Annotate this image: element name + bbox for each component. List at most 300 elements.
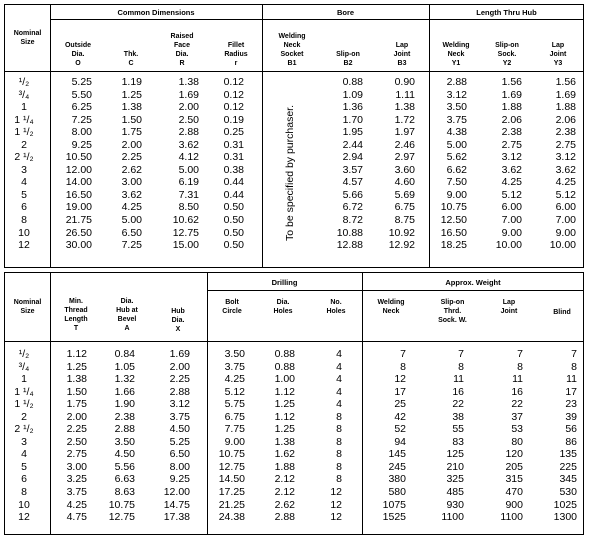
dimensions-table bbox=[4, 4, 584, 268]
table-cell: 12.88 bbox=[336, 239, 363, 252]
table-cell: 0.12 bbox=[223, 101, 244, 114]
table-cell: 2.38 bbox=[501, 126, 522, 139]
table-cell: 2.88 bbox=[178, 126, 199, 139]
table-cell: 1.75 bbox=[66, 398, 87, 411]
table-cell: 1.11 bbox=[395, 88, 415, 101]
column-dia-hub-at-bevel bbox=[97, 348, 135, 524]
table-cell: 80 bbox=[511, 435, 523, 448]
table-cell: 12 bbox=[18, 511, 30, 524]
table-cell: 7.31 bbox=[178, 188, 199, 201]
table-cell: 580 bbox=[388, 486, 406, 499]
table-cell: 1075 bbox=[382, 498, 406, 511]
table-cell: 25 bbox=[394, 398, 406, 411]
table-cell: 245 bbox=[388, 460, 406, 473]
divider bbox=[207, 273, 208, 534]
header-fillet-radius: Fillet Radius r bbox=[224, 42, 248, 67]
table-cell: 5.56 bbox=[114, 460, 135, 473]
table-cell: 3.75 bbox=[224, 360, 245, 373]
table-cell: 1.88 bbox=[555, 101, 576, 114]
table-cell: 1100 bbox=[441, 511, 464, 524]
table-cell: 12 bbox=[330, 511, 342, 524]
divider bbox=[5, 71, 583, 72]
table-cell: 0.84 bbox=[114, 348, 135, 360]
table-cell: 56 bbox=[565, 423, 577, 436]
table-cell: 12.75 bbox=[218, 460, 245, 473]
table-cell: 1 bbox=[21, 373, 27, 386]
table-cell: 0.50 bbox=[223, 226, 244, 239]
table-cell: 4.50 bbox=[114, 448, 135, 461]
table-cell: 4 bbox=[336, 398, 342, 411]
table-cell: 3.75 bbox=[446, 113, 467, 126]
table-cell: 10.88 bbox=[336, 226, 363, 239]
table-cell: 1.72 bbox=[394, 113, 415, 126]
table-cell: 5.12 bbox=[555, 188, 576, 201]
table-cell: 2.12 bbox=[274, 473, 295, 486]
table-cell: ³/₄ bbox=[18, 88, 30, 101]
header-slip-on-length: Slip-on Sock. Y2 bbox=[495, 42, 519, 67]
header-weight-slip-on: Slip-on Thrd. Sock. W. bbox=[438, 299, 467, 324]
table-cell: 17 bbox=[394, 385, 406, 398]
table-cell: 1.05 bbox=[114, 360, 135, 373]
table-cell: 1100 bbox=[500, 511, 523, 524]
table-cell: 0.12 bbox=[223, 76, 244, 88]
column-lap-joint-length bbox=[533, 76, 576, 252]
table-cell: 8.00 bbox=[71, 126, 92, 139]
column-nominal-size bbox=[7, 76, 41, 252]
table-cell: 3.60 bbox=[394, 163, 415, 176]
table-cell: 0.50 bbox=[223, 201, 244, 214]
table-cell: 8.72 bbox=[342, 214, 363, 227]
table-cell: 22 bbox=[511, 398, 523, 411]
table-cell: 2.25 bbox=[66, 423, 87, 436]
table-cell: 22 bbox=[452, 398, 464, 411]
table-cell: 21.75 bbox=[65, 214, 92, 227]
table-cell: 2 bbox=[21, 138, 27, 151]
column-bolt-circle bbox=[209, 348, 245, 524]
table-cell: 3 bbox=[21, 435, 27, 448]
table-cell: 7.50 bbox=[446, 176, 467, 189]
table-cell: 1.56 bbox=[501, 76, 522, 88]
table-cell: 5.62 bbox=[446, 151, 467, 164]
table-cell: 7.00 bbox=[501, 214, 522, 227]
table-cell: 10.92 bbox=[388, 226, 415, 239]
header-lap-joint-length: Lap Joint Y3 bbox=[549, 42, 567, 67]
table-cell: 3.12 bbox=[446, 88, 467, 101]
table-cell: 2.50 bbox=[66, 435, 87, 448]
table-cell: 10 bbox=[18, 498, 30, 511]
table-cell: 4 bbox=[21, 448, 27, 461]
table-cell: 1.00 bbox=[274, 373, 295, 386]
table-cell: 3.57 bbox=[342, 163, 363, 176]
table-cell: 4.50 bbox=[169, 423, 190, 436]
divider bbox=[207, 290, 583, 291]
table-cell: 145 bbox=[388, 448, 406, 461]
table-cell: 2.88 bbox=[169, 385, 190, 398]
table-cell: 8 bbox=[21, 486, 27, 499]
table-cell: 2.38 bbox=[114, 410, 135, 423]
table-cell: 1.09 bbox=[342, 88, 363, 101]
table-cell: 8 bbox=[336, 473, 342, 486]
column-slip-on-bore bbox=[323, 76, 363, 252]
drilling-weight-table bbox=[4, 272, 584, 535]
table-cell: 5.00 bbox=[178, 163, 199, 176]
table-cell: 5.75 bbox=[224, 398, 245, 411]
table-cell: 6.00 bbox=[501, 201, 522, 214]
table-cell: 2.94 bbox=[342, 151, 363, 164]
table-cell: 1.38 bbox=[178, 76, 199, 88]
table-cell: 12.75 bbox=[172, 226, 199, 239]
table-cell: 1.25 bbox=[66, 360, 87, 373]
table-cell: 1.36 bbox=[342, 101, 363, 114]
table-cell: 3.62 bbox=[555, 163, 576, 176]
table-cell: 5.50 bbox=[71, 88, 92, 101]
header-no-holes: No. Holes bbox=[326, 299, 346, 315]
table-cell: 6.63 bbox=[114, 473, 135, 486]
table-cell: 4 bbox=[336, 348, 342, 360]
group-bore: Bore bbox=[336, 8, 355, 17]
header-min-thread-length: Min. Thread Length T bbox=[64, 298, 88, 332]
table-cell: 1.38 bbox=[66, 373, 87, 386]
table-cell: 3.75 bbox=[66, 486, 87, 499]
table-cell: 17.38 bbox=[163, 511, 190, 524]
table-cell: 83 bbox=[452, 435, 464, 448]
table-cell: 8 bbox=[336, 410, 342, 423]
table-cell: 16.50 bbox=[65, 188, 92, 201]
table-cell: 6.75 bbox=[224, 410, 245, 423]
table-cell: 6.62 bbox=[446, 163, 467, 176]
table-cell: 5.66 bbox=[342, 188, 363, 201]
table-cell: 1525 bbox=[382, 511, 406, 524]
table-cell: 7 bbox=[517, 348, 523, 360]
table-cell: 11 bbox=[512, 373, 523, 386]
table-cell: 4.60 bbox=[394, 176, 415, 189]
table-cell: 8 bbox=[571, 360, 577, 373]
table-cell: 30.00 bbox=[65, 239, 92, 252]
table-cell: 42 bbox=[394, 410, 406, 423]
table-cell: 5.25 bbox=[169, 435, 190, 448]
table-cell: 2.75 bbox=[555, 138, 576, 151]
table-cell: 26.50 bbox=[65, 226, 92, 239]
table-cell: 1.38 bbox=[121, 101, 142, 114]
table-cell: 10.75 bbox=[218, 448, 245, 461]
table-cell: 9.00 bbox=[446, 188, 467, 201]
table-cell: 4.75 bbox=[66, 511, 87, 524]
table-cell: 1.90 bbox=[114, 398, 135, 411]
header-thickness: Thk. C bbox=[123, 51, 139, 67]
table-cell: 15.00 bbox=[172, 239, 199, 252]
table-cell: 8 bbox=[336, 448, 342, 461]
column-dia-holes bbox=[263, 348, 295, 524]
table-cell: 1 ¹/₄ bbox=[14, 113, 34, 126]
table-cell: 6 bbox=[21, 201, 27, 214]
table-cell: 3.25 bbox=[66, 473, 87, 486]
table-cell: 4 bbox=[336, 360, 342, 373]
table-cell: 8.63 bbox=[114, 486, 135, 499]
group-length-thru-hub: Length Thru Hub bbox=[476, 8, 537, 17]
table-cell: 21.25 bbox=[218, 498, 245, 511]
table-cell: 1.88 bbox=[501, 101, 522, 114]
table-cell: 17 bbox=[565, 385, 577, 398]
table-cell: 12.75 bbox=[108, 511, 135, 524]
table-cell: 1.25 bbox=[274, 423, 295, 436]
column-weight-welding-neck bbox=[369, 348, 406, 524]
table-cell: 4.25 bbox=[224, 373, 245, 386]
table-cell: 10.50 bbox=[65, 151, 92, 164]
table-cell: 0.31 bbox=[223, 138, 244, 151]
table-cell: 470 bbox=[505, 486, 523, 499]
table-cell: 1 ¹/₂ bbox=[14, 398, 34, 411]
header-dia-holes: Dia. Holes bbox=[273, 299, 293, 315]
table-cell: 4.25 bbox=[501, 176, 522, 189]
table-cell: 1.56 bbox=[555, 76, 576, 88]
header-dia-hub-at-bevel: Dia. Hub at Bevel A bbox=[116, 298, 138, 332]
table-cell: 5.25 bbox=[71, 76, 92, 88]
divider bbox=[5, 341, 583, 342]
table-cell: 0.38 bbox=[223, 163, 244, 176]
table-cell: 1 bbox=[21, 101, 27, 114]
column-min-thread-length bbox=[55, 348, 87, 524]
divider bbox=[429, 5, 430, 267]
table-cell: 2.06 bbox=[501, 113, 522, 126]
header-weight-lap-joint: Lap Joint bbox=[500, 299, 518, 315]
table-cell: 2 ¹/₂ bbox=[14, 423, 34, 436]
table-cell: 2 bbox=[21, 410, 27, 423]
table-cell: 2.00 bbox=[178, 101, 199, 114]
table-cell: 2.88 bbox=[446, 76, 467, 88]
header-raised-face-dia: Raised Face Dia. R bbox=[170, 33, 194, 67]
column-nominal-size bbox=[7, 348, 41, 524]
table-cell: 1025 bbox=[553, 498, 577, 511]
column-welding-neck-length bbox=[431, 76, 467, 252]
table-cell: 6.50 bbox=[121, 226, 142, 239]
table-cell: 2.88 bbox=[114, 423, 135, 436]
table-cell: 7.25 bbox=[71, 113, 92, 126]
table-cell: 14.00 bbox=[65, 176, 92, 189]
table-cell: 10.00 bbox=[549, 239, 576, 252]
table-cell: 1.19 bbox=[121, 76, 142, 88]
table-cell: 2.00 bbox=[121, 138, 142, 151]
table-cell: 6 bbox=[21, 473, 27, 486]
column-no-holes bbox=[315, 348, 342, 524]
table-cell: 4 bbox=[336, 373, 342, 386]
table-cell: 0.31 bbox=[223, 151, 244, 164]
table-cell: 0.50 bbox=[223, 239, 244, 252]
table-cell: 12.92 bbox=[388, 239, 415, 252]
table-cell: 380 bbox=[388, 473, 406, 486]
table-cell: 12 bbox=[330, 498, 342, 511]
table-cell: 2.88 bbox=[274, 511, 295, 524]
column-weight-blind bbox=[535, 348, 577, 524]
table-cell: 16 bbox=[452, 385, 464, 398]
table-cell: 2.12 bbox=[274, 486, 295, 499]
table-cell: 6.00 bbox=[555, 201, 576, 214]
table-cell: 14.50 bbox=[218, 473, 245, 486]
header-outside-dia: Outside Dia. O bbox=[64, 42, 92, 67]
table-cell: 4.12 bbox=[178, 151, 199, 164]
table-cell: 18.25 bbox=[440, 239, 467, 252]
table-cell: 8.00 bbox=[169, 460, 190, 473]
table-cell: 7 bbox=[400, 348, 406, 360]
table-cell: 1300 bbox=[553, 511, 577, 524]
table-cell: 1.12 bbox=[274, 410, 295, 423]
table-cell: 8 bbox=[336, 460, 342, 473]
table-cell: 53 bbox=[511, 423, 523, 436]
table-cell: 2.25 bbox=[121, 151, 142, 164]
table-cell: 2.06 bbox=[555, 113, 576, 126]
table-cell: 2.50 bbox=[178, 113, 199, 126]
divider bbox=[362, 273, 363, 534]
table-cell: 2.62 bbox=[274, 498, 295, 511]
header-nominal-size: Nominal Size bbox=[13, 299, 42, 315]
table-cell: 0.88 bbox=[274, 360, 295, 373]
table-cell: 8.75 bbox=[394, 214, 415, 227]
table-cell: 1.69 bbox=[555, 88, 576, 101]
table-cell: 5 bbox=[21, 188, 27, 201]
table-cell: 120 bbox=[505, 448, 523, 461]
table-cell: 86 bbox=[565, 435, 577, 448]
table-cell: 12.00 bbox=[65, 163, 92, 176]
header-slip-on-bore: Slip-on B2 bbox=[336, 51, 360, 67]
table-cell: 16 bbox=[511, 385, 523, 398]
group-drilling: Drilling bbox=[271, 278, 298, 287]
table-cell: 1.25 bbox=[121, 88, 142, 101]
table-cell: 1.50 bbox=[121, 113, 142, 126]
column-fillet-radius bbox=[211, 76, 244, 252]
column-slip-on-length bbox=[484, 76, 522, 252]
table-cell: 2.75 bbox=[501, 138, 522, 151]
table-cell: 2 ¹/₂ bbox=[14, 151, 34, 164]
table-cell: 2.00 bbox=[169, 360, 190, 373]
table-cell: 8 bbox=[336, 435, 342, 448]
table-cell: 1 ¹/₄ bbox=[14, 385, 34, 398]
table-cell: 4.25 bbox=[121, 201, 142, 214]
table-cell: 37 bbox=[511, 410, 523, 423]
table-cell: 3.00 bbox=[121, 176, 142, 189]
table-cell: 0.25 bbox=[223, 126, 244, 139]
table-cell: 3.75 bbox=[169, 410, 190, 423]
table-cell: 3.62 bbox=[121, 188, 142, 201]
column-outside-dia bbox=[55, 76, 92, 252]
table-cell: 2.75 bbox=[66, 448, 87, 461]
table-cell: 4 bbox=[336, 385, 342, 398]
table-cell: 210 bbox=[446, 460, 464, 473]
table-cell: 7.25 bbox=[121, 239, 142, 252]
table-cell: 8 bbox=[21, 214, 27, 227]
table-cell: 1.69 bbox=[501, 88, 522, 101]
column-hub-dia bbox=[153, 348, 190, 524]
table-cell: 2.44 bbox=[342, 138, 363, 151]
table-cell: 2.97 bbox=[394, 151, 415, 164]
table-cell: 0.88 bbox=[342, 76, 363, 88]
divider bbox=[50, 5, 51, 267]
table-cell: 1.25 bbox=[274, 398, 295, 411]
header-bolt-circle: Bolt Circle bbox=[222, 299, 242, 315]
table-cell: 1.32 bbox=[114, 373, 135, 386]
table-cell: 6.50 bbox=[169, 448, 190, 461]
table-cell: 205 bbox=[505, 460, 523, 473]
header-weight-welding-neck: Welding Neck bbox=[377, 299, 405, 315]
table-cell: 3.50 bbox=[114, 435, 135, 448]
divider bbox=[50, 19, 583, 20]
table-cell: 10.62 bbox=[172, 214, 199, 227]
divider bbox=[50, 273, 51, 534]
table-cell: 1.38 bbox=[274, 435, 295, 448]
table-cell: 315 bbox=[505, 473, 523, 486]
table-cell: 14.75 bbox=[163, 498, 190, 511]
table-cell: 8 bbox=[517, 360, 523, 373]
table-cell: 3.50 bbox=[446, 101, 467, 114]
table-cell: 2.38 bbox=[555, 126, 576, 139]
table-cell: 6.75 bbox=[394, 201, 415, 214]
table-cell: 3.12 bbox=[169, 398, 190, 411]
table-cell: 1.97 bbox=[394, 126, 415, 139]
table-cell: 1.62 bbox=[274, 448, 295, 461]
table-cell: 11 bbox=[453, 373, 464, 386]
table-cell: 3.62 bbox=[501, 163, 522, 176]
table-cell: 1.66 bbox=[114, 385, 135, 398]
table-cell: 9.00 bbox=[501, 226, 522, 239]
table-cell: 5.69 bbox=[394, 188, 415, 201]
header-weight-blind: Blind bbox=[553, 309, 571, 316]
table-cell: 23 bbox=[565, 398, 577, 411]
table-cell: 1 ¹/₂ bbox=[14, 126, 34, 139]
table-cell: 10.75 bbox=[108, 498, 135, 511]
table-cell: 2.46 bbox=[394, 138, 415, 151]
table-cell: 0.44 bbox=[223, 176, 244, 189]
table-cell: 0.19 bbox=[223, 113, 244, 126]
table-cell: 225 bbox=[559, 460, 577, 473]
column-lap-joint-bore bbox=[375, 76, 415, 252]
table-cell: 8 bbox=[458, 360, 464, 373]
table-cell: 4.25 bbox=[66, 498, 87, 511]
table-cell: 3.50 bbox=[224, 348, 245, 360]
table-cell: 10 bbox=[18, 226, 30, 239]
table-cell: 4.25 bbox=[555, 176, 576, 189]
table-cell: 1.69 bbox=[178, 88, 199, 101]
table-cell: 7.00 bbox=[555, 214, 576, 227]
purchaser-note: To be specified by purchaser. bbox=[284, 105, 296, 241]
table-cell: 345 bbox=[559, 473, 577, 486]
table-cell: 9.00 bbox=[224, 435, 245, 448]
table-cell: 1.12 bbox=[274, 385, 295, 398]
table-cell: 1.95 bbox=[342, 126, 363, 139]
table-cell: 12 bbox=[330, 486, 342, 499]
table-cell: 3.12 bbox=[555, 151, 576, 164]
table-cell: 9.25 bbox=[71, 138, 92, 151]
table-cell: 0.44 bbox=[223, 188, 244, 201]
table-cell: 3.00 bbox=[66, 460, 87, 473]
table-cell: 10.00 bbox=[495, 239, 522, 252]
table-cell: ¹/₂ bbox=[18, 76, 30, 88]
table-cell: 325 bbox=[446, 473, 464, 486]
table-cell: 3.12 bbox=[501, 151, 522, 164]
table-cell: 5.00 bbox=[446, 138, 467, 151]
group-common-dimensions: Common Dimensions bbox=[117, 8, 195, 17]
table-cell: 7.75 bbox=[224, 423, 245, 436]
table-cell: 1.12 bbox=[66, 348, 87, 360]
table-cell: 38 bbox=[452, 410, 464, 423]
table-cell: 6.72 bbox=[342, 201, 363, 214]
table-cell: 5.12 bbox=[224, 385, 245, 398]
table-cell: 55 bbox=[452, 423, 464, 436]
table-cell: 12 bbox=[394, 373, 406, 386]
column-weight-slip-on bbox=[425, 348, 464, 524]
table-cell: 1.70 bbox=[342, 113, 363, 126]
table-cell: 135 bbox=[559, 448, 577, 461]
table-cell: 4.38 bbox=[446, 126, 467, 139]
table-cell: 0.12 bbox=[223, 88, 244, 101]
table-cell: 1.88 bbox=[274, 460, 295, 473]
